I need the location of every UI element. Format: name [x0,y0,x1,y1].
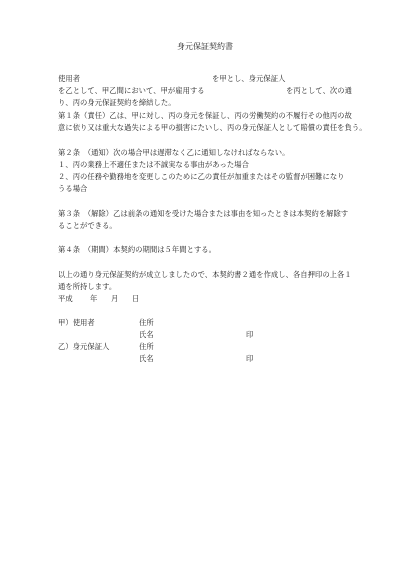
date-era: 平成 [58,294,73,303]
article1-line1: 第１条（責任）乙は、甲に対し、丙の身元を保証し、丙の労働契約の不履行その他丙の故 [58,111,352,120]
employer-label: 甲）使用者 [58,318,95,327]
employer-name-label: 氏名 [139,330,154,339]
date-month: 月 [111,294,119,303]
guarantor-label: 乙）身元保証人 [58,342,110,351]
date-year: 年 [90,294,98,303]
closing-line1: 以上の通り身元保証契約が成立しましたので、本契約書２通を作成し、各自押印の上各１ [58,270,352,279]
guarantor-address-label: 住所 [139,342,154,351]
article2-line1: 第２条 （通知）次の場合甲は遅滞なく乙に通知しなければならない。 [58,148,290,157]
article2-item2-line1: ２、丙の任務や勤務地を変更しこのために乙の責任が加重またはその監督が困難になり [58,172,345,181]
guarantor-seal-mark: 印 [246,354,254,363]
intro-employer-text: を甲とし、身元保証人 [212,74,286,83]
article2-item1: １、丙の業務上不適任または不誠実なる事由があった場合 [58,160,249,169]
article4-line1: 第４条 （期間）本契約の期間は５年間とする。 [58,245,216,254]
article2-item2-line2: うる場合 [58,184,88,193]
article1-line2: 意に依り又は重大な過失による甲の損害にたいし、丙の身元保証人として賠償の責任を負う。 [58,123,367,132]
intro-guarantor-text: を乙として、甲乙間において、甲が雇用する [58,86,205,95]
article3-line1: 第３条 （解除）乙は前条の通知を受けた場合または事由を知ったときは本契約を解除す [58,209,349,218]
date-day: 日 [132,294,140,303]
intro-employer-label: 使用者 [58,74,81,83]
employer-seal-mark: 印 [246,330,254,339]
intro-employee-text: を丙として、次の通 [286,86,352,95]
document-title: 身元保証契約書 [177,42,233,51]
intro-conclusion-text: り、丙の身元保証契約を締結した。 [58,98,176,107]
employer-address-label: 住所 [139,318,154,327]
closing-line2: 通を所持します。 [58,282,117,291]
guarantor-name-label: 氏名 [139,354,154,363]
article3-line2: ることができる。 [58,221,117,230]
